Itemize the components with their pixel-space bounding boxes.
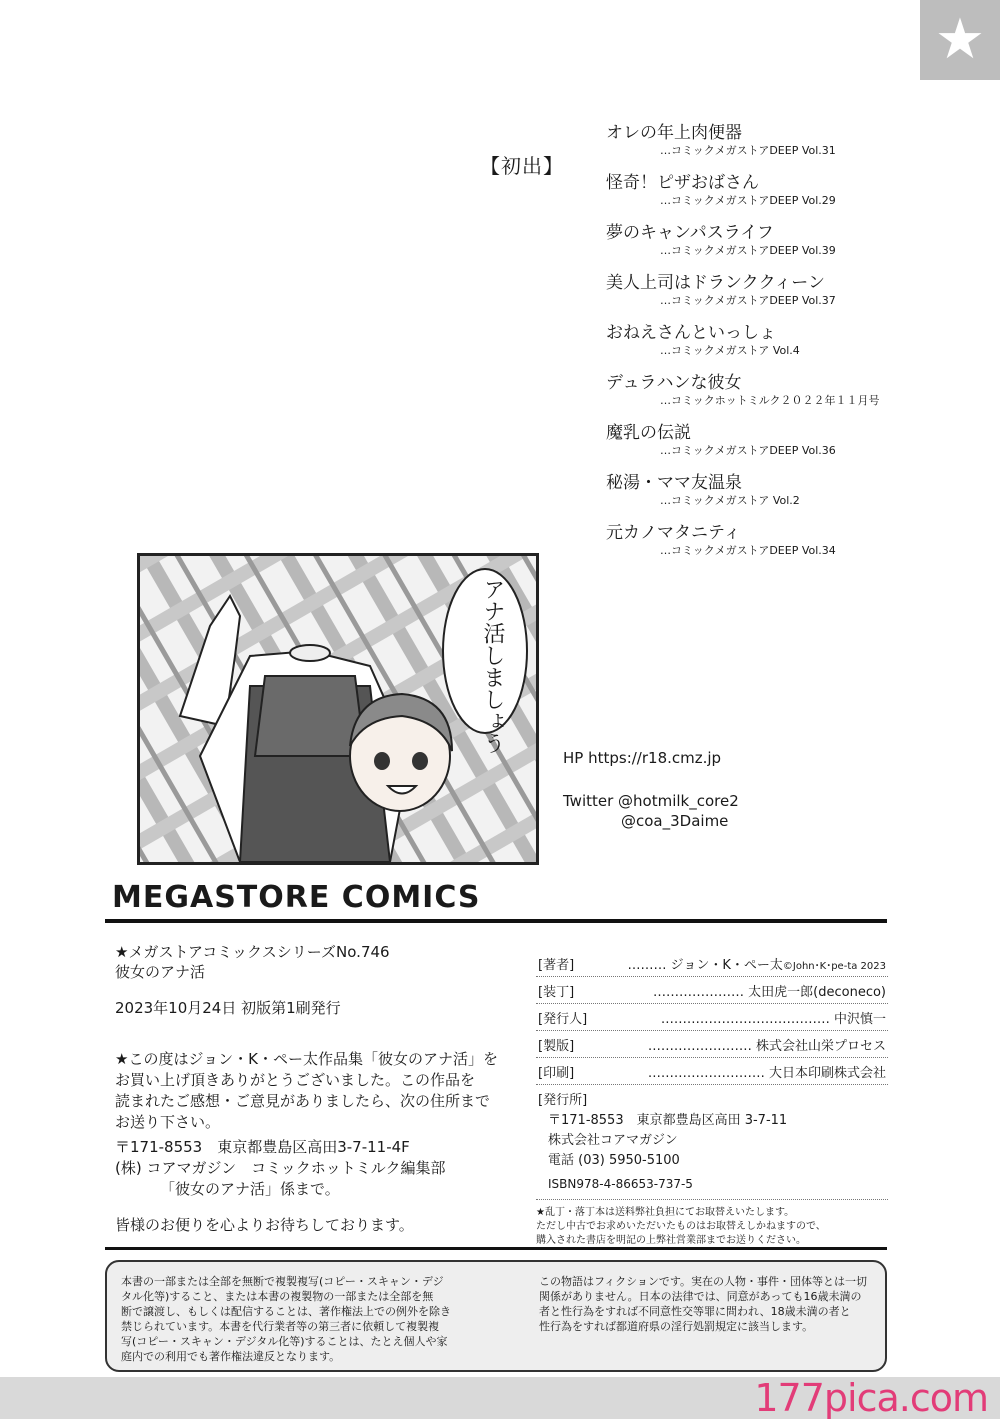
story-title: 元カノマタニティ: [606, 523, 741, 543]
credit-row: [536, 1058, 888, 1085]
story-title: 秘湯・ママ友温泉: [606, 473, 742, 493]
credit-label: [印刷]: [538, 1066, 575, 1081]
first-appearance-entry: [606, 372, 926, 408]
credit-value-text: …………………… 株式会社山栄プロセス: [647, 1039, 886, 1054]
star-icon: ★: [934, 7, 986, 72]
story-title: 怪奇！ピザおばさん: [606, 173, 759, 193]
story-source: …コミックメガストアDEEP Vol.37: [660, 294, 836, 307]
first-appearance-entry: [606, 522, 926, 558]
mail-address: 〒171-8553 東京都豊島区高田3-7-11-4F: [115, 1138, 410, 1156]
publication-date: 2023年10月24日 初版第1刷発行: [115, 999, 341, 1017]
divider-top: [105, 919, 887, 923]
credits-box: [536, 950, 888, 1248]
copyright-text: 本書の一部または全部を無断で複製複写(コピー・スキャン・デジ タル化等)すること、または本書の複製物の一部または全部を無 断で譲渡し、もしくは配信することは、著作権法上での例外を除き 禁じられています。本書を代行業者等の第三者に依頼して複製複 写(コピー・スキャン・デジタル化等)することは、たとえ個人や家 庭内での利用でも著作権法違反となります。: [121, 1275, 451, 1363]
first-appearance-entry: [606, 172, 926, 208]
twitter-account-2[interactable]: @coa_3Daime: [621, 812, 729, 830]
star-tab: [920, 0, 1000, 80]
publisher-address: 〒171-8553 東京都豊島区高田 3-7-11: [548, 1113, 788, 1128]
replacement-notice: 購入された書店を明記の上弊社営業部までお送りください。: [536, 1235, 806, 1246]
story-source: …コミックメガストア Vol.2: [660, 494, 800, 507]
book-title: 彼女のアナ活: [115, 963, 206, 981]
story-title: オレの年上肉便器: [606, 123, 742, 143]
replacement-notice: ただし中古でお求めいただいたものはお取替えしかねますので、: [536, 1221, 826, 1232]
first-appearance-entry: [606, 472, 926, 508]
message-line: 読まれたご感想・ご意見がありましたら、次の住所まで: [115, 1092, 491, 1110]
story-title: おねえさんといっしょ: [606, 323, 776, 343]
credit-value: [648, 1035, 886, 1054]
story-source: …コミックメガストアDEEP Vol.31: [660, 144, 836, 157]
first-appearance-entry: [606, 422, 926, 458]
credit-value-text: ………………… 太田虎一郎(deconeco): [653, 985, 886, 1000]
megastore-comics-logo: MEGASTORE COMICS: [112, 880, 481, 915]
credit-note: ©John･K･pe-ta 2023: [782, 961, 886, 972]
story-source: …コミックメガストアDEEP Vol.36: [660, 444, 836, 457]
credit-row: [536, 950, 888, 977]
credit-value-text: ………………………………… 中沢慎一: [660, 1012, 886, 1027]
twitter-account-1[interactable]: Twitter @hotmilk_core2: [563, 792, 739, 810]
story-title: 美人上司はドランククィーン: [606, 273, 825, 293]
credit-label: [製版]: [538, 1039, 575, 1054]
story-source: …コミックメガストアDEEP Vol.29: [660, 194, 836, 207]
story-title: 夢のキャンパスライフ: [606, 223, 774, 243]
message-line: ★この度はジョン・K・ペー太作品集「彼女のアナ活」を: [115, 1050, 498, 1068]
credit-row: [536, 1004, 888, 1031]
credits-rows: [536, 950, 888, 1085]
credit-label: [著者]: [538, 958, 575, 973]
story-source: …コミックメガストア Vol.4: [660, 344, 800, 357]
credit-row: [536, 977, 888, 1004]
credit-label: [装丁]: [538, 985, 575, 1000]
credit-value: [661, 1008, 886, 1027]
credit-value: [648, 1062, 886, 1081]
message-line: お送り下さい。: [115, 1113, 221, 1131]
copyright-notice-box: [105, 1260, 887, 1372]
credit-row: [536, 1031, 888, 1058]
homepage-link[interactable]: HP https://r18.cmz.jp: [563, 749, 722, 767]
message-line: お買い上げ頂きありがとうございました。この作品を: [115, 1071, 476, 1089]
credit-label: [発行人]: [538, 1012, 588, 1027]
fiction-disclaimer: この物語はフィクションです。実在の人物・事件・団体等とは一切 関係がありません。日本の法律では、同意があっても16歳未満の 者と性行為をすれば不同意性交等罪に問われ、18歳未満の者と 性行為をすれば都道府県の淫行処罰規定に該当します。: [539, 1275, 868, 1333]
mail-attention: 「彼女のアナ活」係まで。: [160, 1180, 340, 1198]
closing-message: 皆様のお便りを心よりお待ちしております。: [115, 1216, 414, 1234]
first-appearance-entry: [606, 322, 926, 358]
story-title: デュラハンな彼女: [606, 373, 742, 393]
publisher-name: 株式会社コアマガジン: [548, 1133, 678, 1148]
site-watermark: 177pica.com: [754, 1376, 988, 1420]
first-appearance-entry: [606, 122, 926, 158]
series-number: ★メガストアコミックスシリーズNo.746: [115, 943, 390, 961]
illustration-art: [140, 556, 536, 862]
story-source: …コミックメガストアDEEP Vol.34: [660, 544, 836, 557]
first-appearance-entry: [606, 272, 926, 308]
publisher-label-row: [536, 1085, 888, 1111]
divider-bottom: [105, 1247, 887, 1250]
credit-value-text: ……… ジョン・K・ペー太: [627, 958, 783, 973]
mail-department: (株) コアマガジン コミックホットミルク編集部: [115, 1159, 446, 1177]
story-source: …コミックホットミルク２０２２年１１月号: [660, 394, 880, 407]
credit-value: [653, 981, 886, 1000]
manga-illustration: [137, 553, 539, 865]
first-appearance-heading: 【初出】: [480, 154, 564, 178]
speech-bubble-text: アナ活しましょう: [480, 578, 505, 754]
credit-value: [628, 954, 887, 973]
credit-value-text: ……………………… 大日本印刷株式会社: [647, 1066, 886, 1081]
first-appearance-entry: [606, 222, 926, 258]
publisher-label: [発行所]: [538, 1093, 588, 1108]
story-source: …コミックメガストアDEEP Vol.39: [660, 244, 836, 257]
story-title: 魔乳の伝説: [606, 423, 691, 443]
replacement-notice: ★乱丁・落丁本は送料弊社負担にてお取替えいたします。: [536, 1207, 795, 1218]
publisher-phone: 電話 (03) 5950-5100: [548, 1153, 680, 1168]
isbn: ISBN978-4-86653-737-5: [548, 1177, 693, 1191]
